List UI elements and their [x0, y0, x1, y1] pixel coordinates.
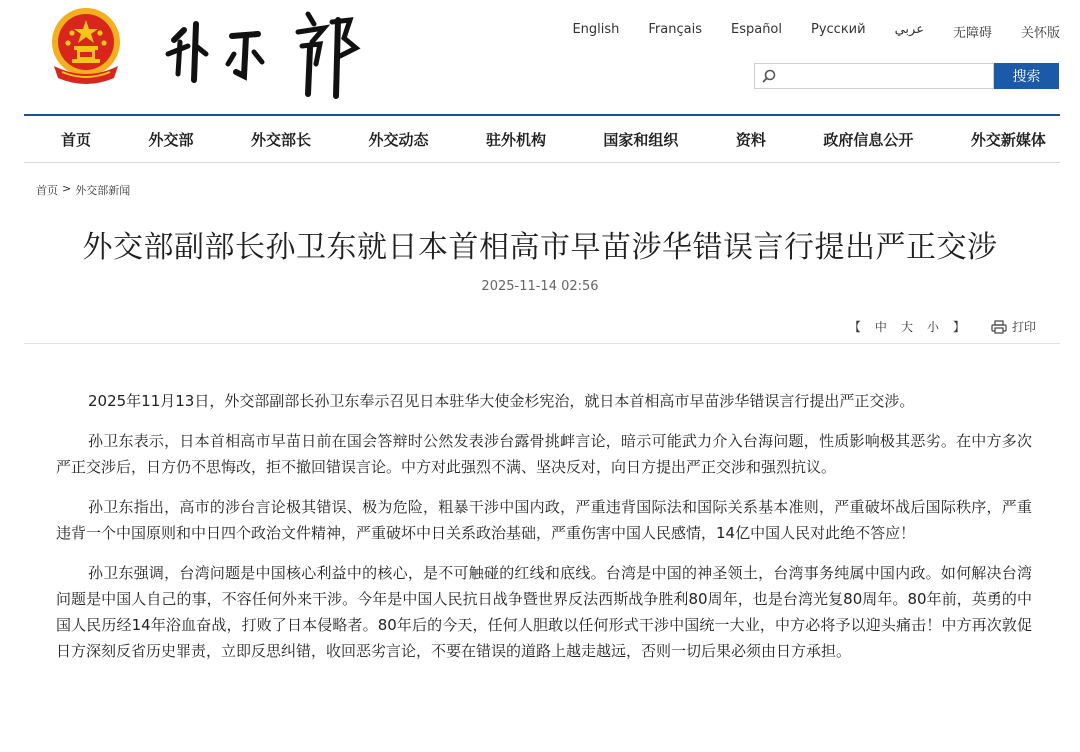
nav-item-ministry[interactable]: 外交部: [148, 130, 194, 149]
accessibility-link[interactable]: 无障碍: [952, 26, 992, 41]
ministry-calligraphy-logo[interactable]: [160, 2, 370, 100]
search-input-box[interactable]: [754, 63, 994, 89]
nav-item-home[interactable]: 首页: [61, 130, 92, 149]
publish-date: 2025-11-14 02:56: [481, 279, 599, 294]
nav-item-countries-organizations[interactable]: 国家和组织: [603, 130, 679, 149]
font-size-medium-button[interactable]: 中: [874, 320, 887, 334]
nav-item-missions-abroad[interactable]: 驻外机构: [485, 130, 546, 149]
nav-item-new-media[interactable]: 外交新媒体: [970, 130, 1046, 149]
site-header: [0, 0, 1080, 115]
article-body: [56, 388, 1032, 678]
article-paragraph: 孙卫东强调，台湾问题是中国核心利益中的核心，是不可触碰的红线和底线。台湾是中国的神圣领土，台湾事务纯属中国内政。如何解决台湾问题是中国人自己的事，不容任何外来干涉。今年是中国人民抗日战争暨世界反法西斯战争胜利80周年，也是台湾光复80周年。80年前，英勇的中国人民历经14年浴血奋战，打败了日本侵略者。80年后的今天，任何人胆敢以任何形式干涉中国统一大业，中方必将予以迎头痛击！中方再次敦促日方深刻反省历史罪责，立即反思纠错，收回恶劣言论，不要在错误的道路上越走越远，否则一切后果必须由日方承担。: [56, 564, 1032, 660]
breadcrumb-home-link[interactable]: 首页: [36, 184, 58, 197]
print-label: 打印: [1011, 320, 1036, 334]
language-bar: [572, 22, 1060, 41]
lang-russian-link[interactable]: Русский: [811, 22, 866, 37]
printer-icon: [991, 320, 1007, 334]
lang-spanish-link[interactable]: Español: [730, 22, 782, 37]
lang-french-link[interactable]: Français: [648, 22, 702, 37]
article-paragraph: 孙卫东表示，日本首相高市早苗日前在国会答辩时公然发表涉台露骨挑衅言论，暗示可能武力介入台海问题，性质影响极其恶劣。在中方多次严正交涉后，日方仍不思悔改，拒不撤回错误言论。中方对此强烈不满、坚决反对，向日方提出严正交涉和强烈抗议。: [56, 432, 1032, 476]
article-paragraph: 孙卫东指出，高市的涉台言论极其错误、极为危险，粗暴干涉中国内政，严重违背国际法和国际关系基本准则，严重破坏战后国际秩序，严重违背一个中国原则和中日四个政治文件精神，严重破坏中日关系政治基础，严重伤害中国人民感情，14亿中国人民对此绝不答应！: [56, 498, 1032, 542]
bracket-close: 】: [952, 320, 965, 334]
search-icon: [761, 68, 777, 84]
breadcrumb-section-link[interactable]: 外交部新闻: [75, 184, 131, 197]
nav-item-resources[interactable]: 资料: [735, 130, 766, 149]
elder-care-version-link[interactable]: 关怀版: [1020, 26, 1060, 41]
breadcrumb: [36, 182, 130, 198]
nav-item-minister[interactable]: 外交部长: [250, 130, 311, 149]
font-size-controls: [849, 318, 965, 335]
search-button[interactable]: 搜索: [994, 63, 1059, 89]
nav-item-government-info[interactable]: 政府信息公开: [823, 130, 914, 149]
article-tools: [849, 318, 1036, 335]
print-button[interactable]: [991, 318, 1036, 335]
font-size-small-button[interactable]: 小: [926, 320, 939, 334]
lang-arabic-link[interactable]: عربي: [894, 22, 924, 37]
content-divider: [24, 343, 1060, 344]
national-emblem-icon[interactable]: [50, 6, 122, 90]
nav-divider: [24, 162, 1060, 163]
font-size-large-button[interactable]: 大: [900, 320, 913, 334]
article-paragraph: 2025年11月13日，外交部副部长孙卫东奉示召见日本驻华大使金杉宪治，就日本首相高市早苗涉华错误言行提出严正交涉。: [88, 392, 915, 410]
page-title: 外交部副部长孙卫东就日本首相高市早苗涉华错误言行提出严正交涉: [82, 230, 998, 265]
main-nav: [24, 116, 1060, 162]
bracket-open: 【: [848, 320, 861, 334]
nav-item-diplomatic-news[interactable]: 外交动态: [368, 130, 429, 149]
lang-english-link[interactable]: English: [572, 22, 620, 37]
breadcrumb-separator: >: [62, 182, 72, 195]
